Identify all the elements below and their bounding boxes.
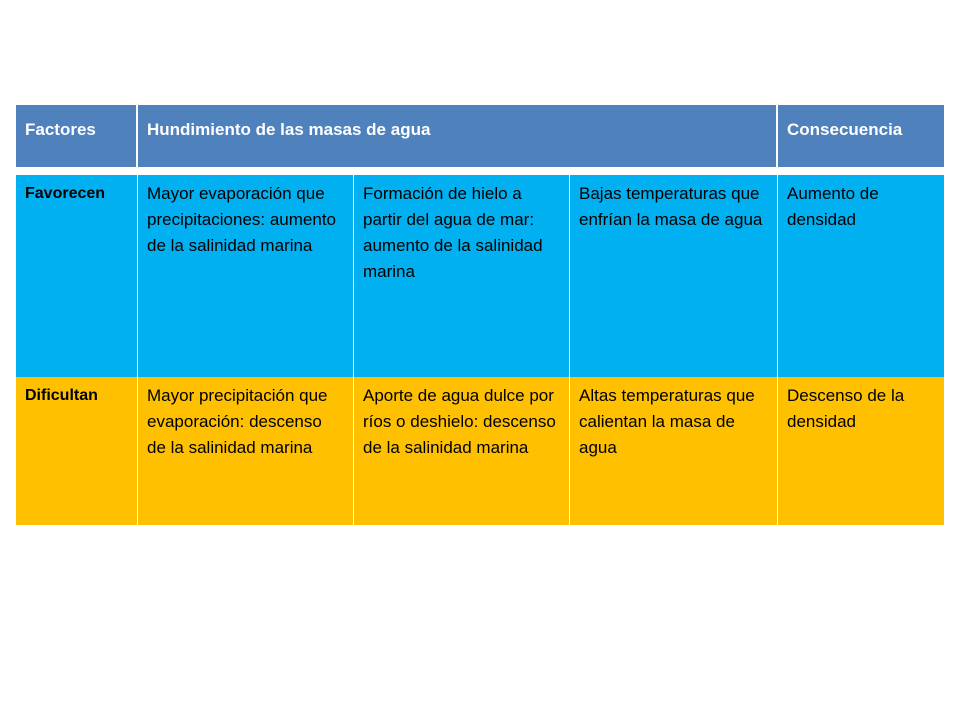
row-dificultan-precipitacion: Mayor precipitación que evaporación: descenso de la salinidad marina [138,377,354,525]
row-favorecen-evaporacion: Mayor evaporación que precipitaciones: aumento de la salinidad marina [138,175,354,377]
header-consecuencia: Consecuencia [778,105,944,167]
row-dificultan-consecuencia: Descenso de la densidad [778,377,944,525]
row-dificultan-agua-dulce: Aporte de agua dulce por ríos o deshielo: descenso de la salinidad marina [354,377,570,525]
row-favorecen-consecuencia: Aumento de densidad [778,175,944,377]
row-favorecen-temperaturas: Bajas temperaturas que enfrían la masa de agua [570,175,778,377]
factors-table [16,105,944,525]
row-dificultan-label: Dificultan [16,377,138,525]
header-separator [16,167,944,175]
row-dificultan-temperaturas: Altas temperaturas que calientan la masa de agua [570,377,778,525]
header-hundimiento: Hundimiento de las masas de agua [138,105,778,167]
header-factores: Factores [16,105,138,167]
row-favorecen-hielo: Formación de hielo a partir del agua de mar: aumento de la salinidad marina [354,175,570,377]
row-favorecen-label: Favorecen [16,175,138,377]
